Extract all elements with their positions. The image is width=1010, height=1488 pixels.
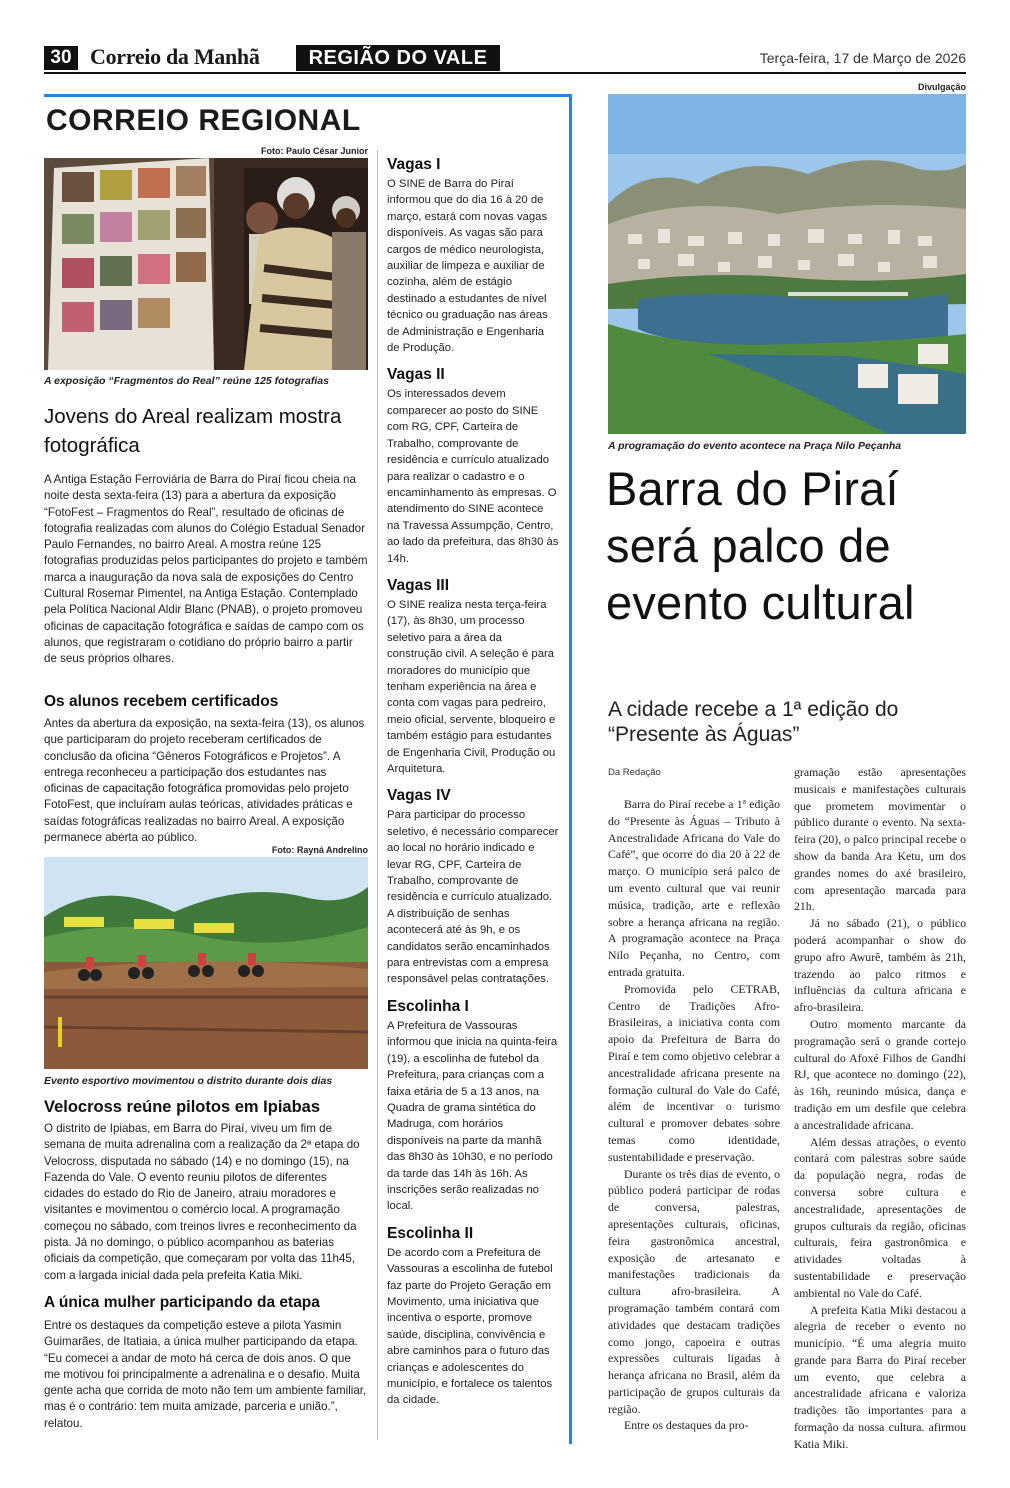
- section-kicker: CORREIO REGIONAL: [46, 104, 361, 137]
- byline: Da Redação: [608, 767, 661, 778]
- paragraph: gramação estão apresentações musicais e manifestações culturais que prometem movimentar o público durante o evento. Na sexta-feira (20), o palco principal recebe o show da banda Ara Ketu, um dos grandes nomes do axé brasileiro, com apresentação marcada para 21h.: [794, 765, 966, 914]
- photo-credit: Foto: Paulo César Junior: [260, 146, 368, 156]
- paragraph: Outro momento marcante da programação será o grande cortejo cultural do Afoxé Filhos de Gandhi RJ, que acontece no domingo (22), às 16h, reunindo música, dança e tradição em um desfile que celebra a ancestralidade africana.: [794, 1016, 966, 1132]
- brief-body: O SINE de Barra do Piraí informou que do dia 16 à 20 de março, estará com novas vagas disponíveis. As vagas são para cargos de médico neurologista, auxiliar de limpeza e auxiliar de cozinha, além de estágio destinado a estudantes de nível técnico ou graduação nas áreas de Administração e Engenharia de Produção.: [387, 178, 548, 355]
- paragraph: Durante os três dias de evento, o público poderá participar de rodas de conversa, palestras, apresentações culturais, oficinas, feira gastronômica ancestral, exposição de artesanato e manifestações tradicionais da cultura afro-brasileira. A programação também contará com atividades que destacam tradições como jongo, capoeira e outras expressões culturais ligadas à herança africana no Brasil, além da participação de grupos culturais da região.: [608, 1166, 780, 1416]
- photo-credit: Foto: Rayná Andrelino: [271, 845, 368, 855]
- paragraph: A prefeita Katia Miki destacou a alegria de receber o evento no município. “É uma alegria muito grande para Barra do Piraí receber um evento, que celebra a ancestralidade africana e valoriza tradições tão importantes para a formação da nossa cultura. afirmou Katia Miki.: [794, 1302, 966, 1451]
- page-number: 30: [44, 46, 78, 70]
- brief-body: De acordo com a Prefeitura de Vassouras a escolinha de futebol faz parte do Projeto Geração em Movimento, uma iniciativa que incentiva o esporte, promove saúde, disciplina, convivência e abre caminhos para o futuro das crianças e adolescentes do município, e fortalece os talentos da cidade.: [387, 1246, 553, 1407]
- article-subhead: Os alunos recebem certificados: [44, 693, 279, 710]
- article-column-1: [608, 796, 780, 1434]
- brief-title: Vagas III: [387, 576, 450, 594]
- column-divider: [377, 150, 378, 1440]
- brief-title: Escolinha I: [387, 997, 469, 1015]
- brief-title: Vagas IV: [387, 787, 451, 805]
- city-aerial-photo: [608, 94, 966, 434]
- article-body: A Antiga Estação Ferroviária de Barra do Piraí ficou cheia na noite desta sexta-feira (13) para a abertura da exposição “FotoFest – Fragmentos do Real”, resultado de oficinas de fotografia realizadas com alunos do Colégio Estadual Senador Paulo Fernandes, no bairro Areal. A mostra reúne 125 fotografias produzidas pelos participantes do projeto e também marca a inauguração da nova sala de exposições do Centro Cultural Rosemar Pimentel, na Antiga Estação. Contemplado pela Política Nacional Aldir Blanc (PNAB), o projeto promoveu oficinas de capacitação fotográfica e saídas de campo com os alunos, que registraram o cotidiano do próprio bairro a partir de seus próprios olhares.: [44, 473, 368, 666]
- paragraph: Já no sábado (21), o público poderá acompanhar o show do grupo afro Awurê, também às 21h, trazendo ao palco ritmos e influências da cultura africana e afro-brasileira.: [794, 916, 966, 1015]
- brief-title: Vagas I: [387, 156, 441, 173]
- exhibition-photo: [44, 158, 368, 370]
- velocross-photo: [44, 857, 368, 1069]
- paragraph: Além dessas atrações, o evento contará com palestras sobre saúde da população negra, rodas de conversa sobre cultura e ancestralidade, apresentações de grupos culturais da região, oficinas culturais, feira gastronômica e atividades voltadas à sustentabilidade e preservação ambiental no Vale do Café.: [794, 1134, 966, 1300]
- article-subhead: A única mulher participando da etapa: [44, 1294, 320, 1311]
- paragraph: Barra do Piraí recebe a 1ª edição do “Presente às Águas – Tributo à Ancestralidade Africana do Vale do Café”, que ocorre do dia 20 à 22 de março. O município será palco de um evento cultural que vai reunir música, tradição, arte e reflexão sobre a herança africana na região. A programação acontece na Praça Nilo Peçanha, no Centro, com entrada gratuita.: [608, 797, 780, 979]
- newspaper-name: Correio da Manhã: [90, 44, 260, 69]
- photo-caption: A exposição “Fragmentos do Real” reúne 125 fotografias: [44, 375, 329, 387]
- section-label: REGIÃO DO VALE: [296, 45, 500, 71]
- issue-date: Terça-feira, 17 de Março de 2026: [759, 50, 966, 66]
- article-column-2: [794, 764, 966, 1453]
- brief-body: Os interessados devem comparecer ao posto do SINE com RG, CPF, Carteira de Trabalho, comprovante de residência e currículo atualizado para realizar o cadastro e o encaminhamento às empresas. O atendimento do SINE acontece na Travessa Assumpção, Centro, ao lado da prefeitura, das 8h30 às 14h.: [387, 388, 559, 565]
- regional-box-right-border: [569, 94, 572, 1444]
- paragraph: Entre os destaques da pro-: [624, 1418, 749, 1433]
- photo-caption: Evento esportivo movimentou o distrito durante dois dias: [44, 1075, 333, 1087]
- article-body: Antes da abertura da exposição, na sexta-feira (13), os alunos que participaram do projeto receberam certificados de conclusão da oficina “Gêneros Fotográficos e Projetos”. A entrega reconheceu a participação dos estudantes nas oficinas de capacitação fotográfica promovidas pelo projeto FotoFest, que incluíram aulas teóricas, atividades práticas e saídas fotográficas realizadas no bairro Areal. A exposição permanece aberta ao público.: [44, 717, 365, 845]
- brief-body: Para participar do processo seletivo, é necessário comparecer ao local no horário indicado e levar RG, CPF, Carteira de Trabalho, comprovante de residência e currículo atualizado. A distribuição de senhas acontecerá até às 9h, e os candidatos serão encaminhados para entrevistas com a empresa responsável pelas contratações.: [387, 809, 559, 986]
- photo-credit: Divulgação: [917, 82, 966, 92]
- brief-body: O SINE realiza nesta terça-feira (17), às 8h30, um processo seletivo para a área da construção civil. A seleção é para moradores do município que tenham experiência na área e conta com vagas para pedreiro, meio oficial, servente, bloqueiro e também estágio para estudantes de Engenharia Civil, Produção ou Arquitetura.: [387, 598, 556, 775]
- header-rule: [44, 72, 966, 74]
- brief-title: Escolinha II: [387, 1224, 474, 1242]
- brief-title: Vagas II: [387, 366, 445, 384]
- article-headline: Velocross reúne pilotos em Ipiabas: [44, 1098, 321, 1116]
- article-body: O distrito de Ipiabas, em Barra do Piraí, viveu um fim de semana de muita adrenalina com a realização da 2ª etapa do Velocross, disputada no sábado (14) e no domingo (15), na Fazenda do Vale. O evento reuniu pilotos de diferentes cidades do estado do Rio de Janeiro, atraiu moradores e visitantes e movimentou o comércio local. A programação começou no sábado, com treinos livres e reconhecimento da pista. Já no domingo, o público acompanhou as baterias oficiais da competição, que começaram por volta das 11h45, com a largada inicial dada pela prefeita Katia Miki.: [44, 1122, 360, 1282]
- article-body: Entre os destaques da competição esteve a pilota Yasmin Guimarães, de Itatiaia, a única mulher participando da etapa. “Eu comecei a andar de moto há cerca de dois anos. O que me motivou foi principalmente a adrenalina e o desafio. Muita gente acha que corrida de moto não tem um ambiente familiar, mas é o contrário: tem muita amizade, parceria e união.”, relatou.: [44, 1319, 367, 1430]
- photo-caption: A programação do evento acontece na Praça Nilo Peçanha: [608, 440, 902, 452]
- regional-box-top-border: [44, 94, 572, 97]
- brief-body: A Prefeitura de Vassouras informou que inicia na quinta-feira (19), a escolinha de futebol da Prefeitura, para crianças com a faixa etária de 5 a 13 anos, na Quadra de grama sintética do Madruga, com horários disponíveis na parte da manhã das 8h30 às 10h30, e no período da tarde das 14h às 16h. As inscrições serão realizadas no local.: [387, 1019, 558, 1213]
- main-headline: Barra do Piraí será palco de evento cultural: [606, 462, 915, 629]
- paragraph: Promovida pelo CETRAB, Centro de Tradições Afro-Brasileiras, a iniciativa conta com apoio da Prefeitura de Barra do Piraí e tem como objetivo celebrar a ancestralidade africana presente na formação cultural do Vale do Café, além de incentivar o turismo cultural e promover debates sobre temas como identidade, sustentabilidade e preservação.: [608, 981, 780, 1164]
- main-subheadline: A cidade recebe a 1ª edição do “Presente às Águas”: [608, 698, 899, 746]
- article-headline: Jovens do Areal realizam mostra fotográfica: [44, 405, 342, 457]
